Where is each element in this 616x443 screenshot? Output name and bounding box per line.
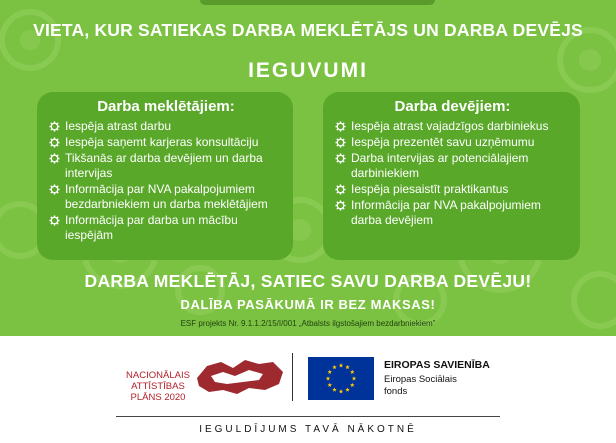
- footer-divider: [116, 416, 500, 417]
- list-item: Iespēja prezentēt savu uzņēmumu: [335, 135, 570, 150]
- eu-fund: Eiropas Sociālais fonds: [384, 374, 457, 397]
- list-item: Iespēja atrast darbu: [49, 119, 283, 134]
- list-item: Iespēja saņemt karjeras konsultāciju: [49, 135, 283, 150]
- eu-flag-icon: [308, 357, 374, 400]
- employers-title: Darba devējiem:: [394, 98, 511, 115]
- job-seekers-title: Darba meklētājiem:: [97, 98, 235, 115]
- gear-icon: [335, 153, 346, 164]
- slogan: IEGULDĪJUMS TAVĀ NĀKOTNĒ: [199, 424, 417, 435]
- logo-divider: [292, 353, 293, 401]
- list-item: Informācija par darba un mācību iespējām: [49, 213, 283, 243]
- nap-logo-text: NACIONĀLAIS ATTĪSTĪBAS PLĀNS 2020: [126, 370, 190, 403]
- eu-title: EIROPAS SAVIENĪBA: [384, 359, 490, 371]
- gear-icon: [335, 137, 346, 148]
- gear-icon: [49, 121, 60, 132]
- list-item: Informācija par NVA pakalpojumiem darba devējiem: [335, 198, 570, 228]
- employers-list: [335, 119, 570, 228]
- list-item: Darba intervijas ar potenciālajiem darbiniekiem: [335, 151, 570, 181]
- headline: VIETA, KUR SATIEKAS DARBA MEKLĒTĀJS UN DARBA DEVĒJS: [33, 20, 583, 40]
- free-participation-note: DALĪBA PASĀKUMĀ IR BEZ MAKSAS!: [180, 297, 436, 312]
- gear-icon: [335, 121, 346, 132]
- gear-icon: [335, 200, 346, 211]
- latvia-map-icon: [193, 356, 285, 396]
- job-seekers-panel: [37, 92, 293, 260]
- gear-icon: [49, 137, 60, 148]
- list-item: Informācija par NVA pakalpojumiem bezdarbniekiem un darba meklētājiem: [49, 182, 283, 212]
- gear-icon: [49, 215, 60, 226]
- list-item: Iespēja piesaistīt praktikantus: [335, 182, 570, 197]
- section-title: IEGUVUMI: [248, 59, 368, 82]
- gear-icon: [49, 184, 60, 195]
- list-item: Iespēja atrast vajadzīgos darbiniekus: [335, 119, 570, 134]
- job-seekers-list: [49, 119, 283, 243]
- gear-icon: [335, 184, 346, 195]
- call-to-action: DARBA MEKLĒTĀJ, SATIEC SAVU DARBA DEVĒJU!: [84, 271, 532, 291]
- employers-panel: [323, 92, 580, 260]
- top-strip: [200, 0, 435, 5]
- list-item: Tikšanās ar darba devējiem un darba intervijas: [49, 151, 283, 181]
- project-reference: ESF projekts Nr. 9.1.1.2/15/I/001 „Atbalsts ilgstošajiem bezdarbniekiem”: [180, 319, 436, 328]
- gear-icon: [49, 153, 60, 164]
